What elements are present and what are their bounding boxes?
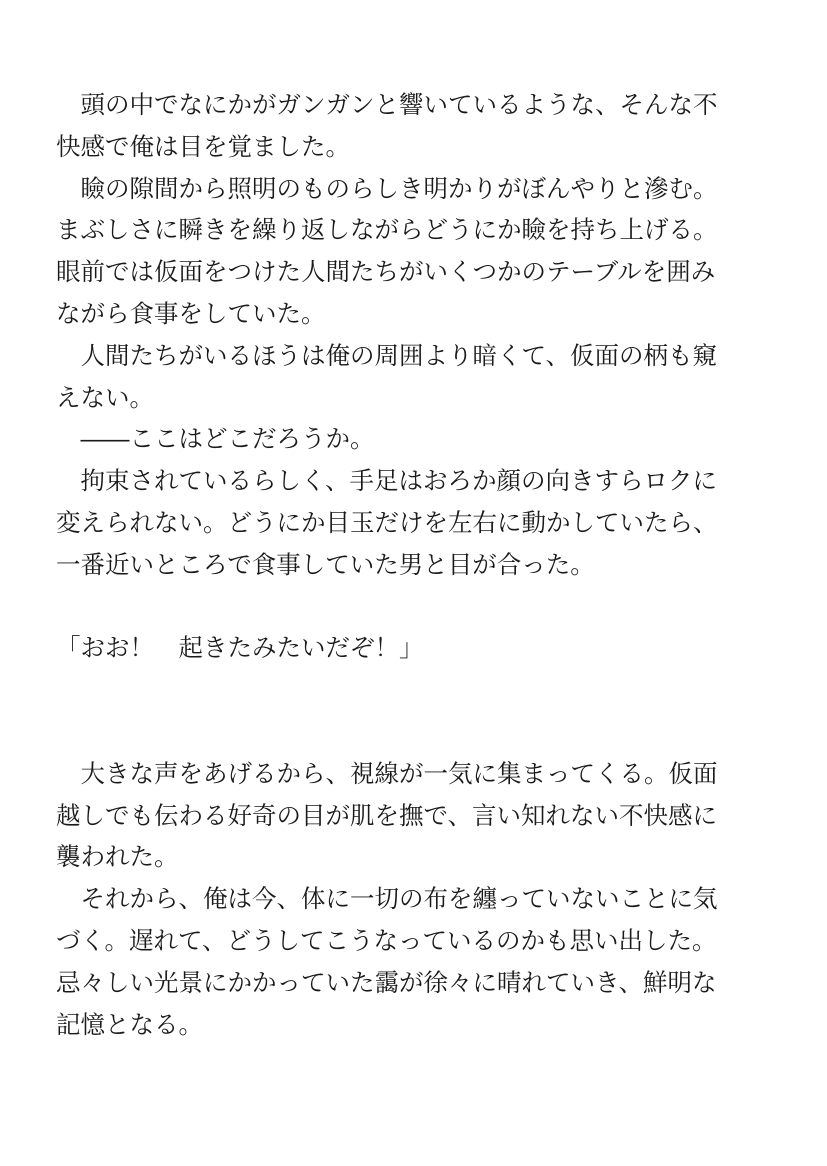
text-line: ながら食事をしていた。 — [56, 298, 326, 328]
text-line: 越しでも伝わる好奇の目が肌を撫で、言い知れない不快感に — [56, 800, 718, 830]
text-line: 忌々しい光景にかかっていた靄が徐々に晴れていき、鮮明な — [56, 967, 717, 997]
text-line: まぶしさに瞬きを繰り返しながらどうにか瞼を持ち上げる。 — [56, 215, 718, 245]
blank-line — [56, 586, 756, 628]
text-line: 快感で俺は目を覚ました。 — [56, 131, 350, 161]
body-text — [56, 84, 756, 1045]
text-line: 記憶となる。 — [56, 1009, 203, 1039]
text-line: 眼前では仮面をつけた人間たちがいくつかのテーブルを囲み — [56, 257, 716, 287]
text-line: 変えられない。どうにか目玉だけを左右に動かしていたら、 — [56, 507, 718, 537]
text-line: 襲われた。 — [56, 842, 179, 872]
text-line: 大きな声をあげるから、視線が一気に集まってくる。仮面 — [56, 758, 718, 788]
blank-line — [56, 711, 756, 753]
text-line: ――ここはどこだろうか。 — [56, 424, 375, 454]
text-line: それから、俺は今、体に一切の布を纏っていないことに気 — [56, 884, 718, 914]
dialogue-line: 「おお！ 起きたみたいだぞ！」 — [56, 633, 424, 663]
text-line: 拘束されているらしく、手足はおろか顔の向きすらロクに — [56, 466, 718, 496]
text-line: えない。 — [56, 382, 154, 412]
text-line: づく。遅れて、どうしてこうなっているのかも思い出した。 — [56, 925, 717, 955]
blank-line — [56, 669, 756, 711]
text-line: 一番近いところで食事していた男と目が合った。 — [56, 549, 595, 579]
text-line: 頭の中でなにかがガンガンと響いているような、そんな不 — [56, 90, 718, 119]
text-line: 人間たちがいるほうは俺の周囲より暗くて、仮面の柄も窺 — [56, 340, 718, 370]
text-line: 瞼の隙間から照明のものらしき明かりがぼんやりと滲む。 — [56, 173, 718, 203]
